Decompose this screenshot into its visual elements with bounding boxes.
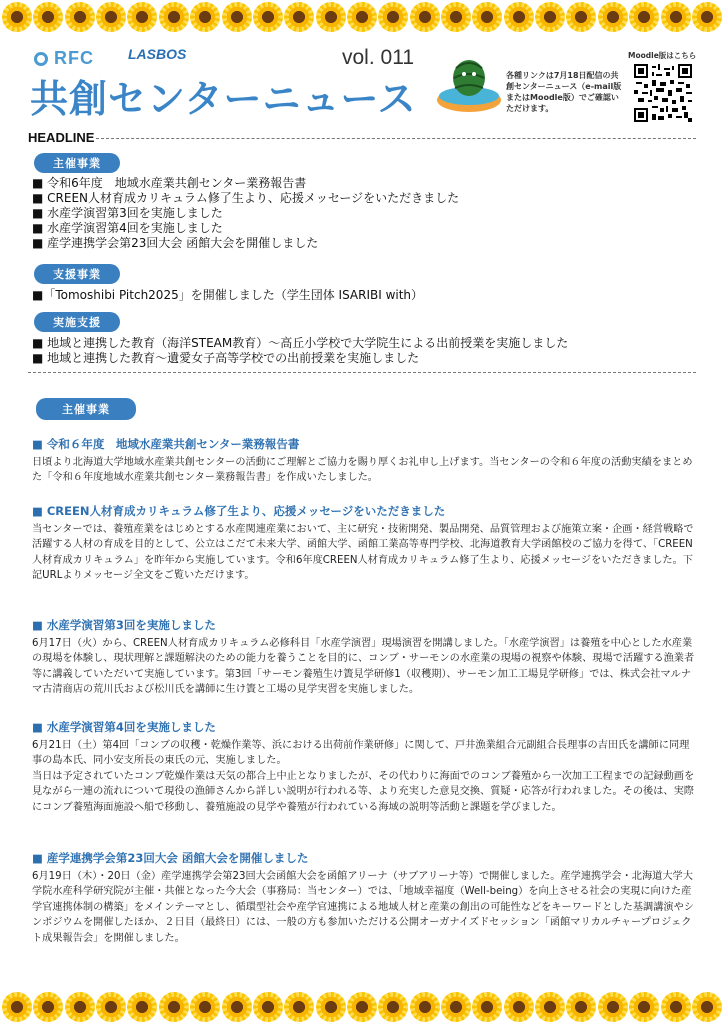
volume-number: vol. 011 xyxy=(342,46,414,69)
divider xyxy=(96,138,696,139)
rfc-logo: RFC xyxy=(34,48,94,69)
sunflower-icon xyxy=(472,2,502,32)
article-practice-3 xyxy=(32,617,696,698)
sunflower-icon xyxy=(316,992,346,1022)
sunflower-icon xyxy=(441,2,471,32)
sunflower-icon xyxy=(661,992,691,1022)
section-pill-host: 主催事業 xyxy=(34,153,120,173)
sunflower-icon xyxy=(159,2,189,32)
newsletter-header xyxy=(24,40,704,130)
headline-item[interactable]: ■「Tomoshibi Pitch2025」を開催しました（学生団体 ISARIBI with） xyxy=(32,288,424,302)
sunflower-icon xyxy=(410,2,440,32)
sunflower-icon xyxy=(96,2,126,32)
sunflower-icon xyxy=(535,992,565,1022)
headline-item[interactable]: ■ 地域と連携した教育～遺愛女子高等学校での出前授業を実施しました xyxy=(32,351,420,365)
headline-item[interactable]: ■ 産学連携学会第23回大会 函館大会を開催しました xyxy=(32,236,319,250)
headline-item[interactable]: ■ 地域と連携した教育（海洋STEAM教育）～高丘小学校で大学院生による出前授業を実施しました xyxy=(32,336,569,350)
sunflower-icon xyxy=(661,2,691,32)
sunflower-icon xyxy=(127,992,157,1022)
sunflower-icon xyxy=(253,992,283,1022)
page-title: 共創センターニュース xyxy=(30,77,417,121)
sunflower-icon xyxy=(253,2,283,32)
headline-item[interactable]: ■ 水産学演習第4回を実施しました xyxy=(32,221,223,235)
sunflower-icon xyxy=(65,2,95,32)
article-conference xyxy=(32,850,696,946)
headline-list-support xyxy=(32,288,423,303)
article-body: 6月19日（木）・20日（金）産学連携学会第23回大会函館大会を函館アリーナ（サブアリーナ等）で開催しました。産学連携学会・北海道大学大学院水産科学研究院が主催・共催となった今大会（事務局：当センター）では、「地域幸福度（Well-being）を向上させる社会の実現に向けた産学官連携体制の構築」をメインテーマとし、循環型社会や産学官連携による地域人材と産業の創出の可能性などをキーワードとした基調講演やシンポジウムを開催したほか、２日目（最終日）には、一般の方も参加いただける公開オーガナイズドセッション「函館マリカルチャープロジェクト成果報告会」を開催しました。 xyxy=(32,871,694,944)
moodle-label: Moodle版はこちら xyxy=(628,51,697,60)
sunflower-icon xyxy=(598,2,628,32)
sunflower-icon xyxy=(2,2,32,32)
sunflower-icon xyxy=(347,2,377,32)
qr-code[interactable] xyxy=(634,64,692,122)
lasbos-logo: LASBOS xyxy=(128,46,187,62)
sunflower-icon xyxy=(504,2,534,32)
sunflower-icon xyxy=(284,2,314,32)
headline-item[interactable]: ■ CREEN人材育成カリキュラム修了生より、応援メッセージをいただきました xyxy=(32,191,460,205)
article-title: ■ 水産学演習第4回を実施しました xyxy=(32,720,216,734)
headline-label: HEADLINE xyxy=(28,129,95,145)
divider xyxy=(28,372,696,373)
article-title: ■ 令和６年度 地域水産業共創センター業務報告書 xyxy=(32,437,300,451)
sunflower-border-bottom xyxy=(0,990,724,1024)
sunflower-icon xyxy=(33,2,63,32)
link-note: 各種リンクは7月18日配信の共創センターニュース（e-mail版またはMoodle版）でご確認いただけます。 xyxy=(506,71,622,113)
sunflower-icon xyxy=(566,2,596,32)
sunflower-icon xyxy=(316,2,346,32)
sunflower-icon xyxy=(2,992,32,1022)
article-body: 6月21日（土）第4回「コンブの収穫・乾燥作業等、浜における出荷前作業研修」に関して、戸井漁業組合元副組合長理事の吉田氏を講師に同理事の島本氏、同小安支所長の東氏の元、実施しました。 xyxy=(32,740,690,767)
sunflower-icon xyxy=(347,992,377,1022)
sunflower-icon xyxy=(159,992,189,1022)
sunflower-icon xyxy=(692,992,722,1022)
headline-item[interactable]: ■ 令和6年度 地域水産業共創センター業務報告書 xyxy=(32,176,307,190)
sunflower-icon xyxy=(222,2,252,32)
sunflower-icon xyxy=(65,992,95,1022)
section-pill-support: 支援事業 xyxy=(34,264,120,284)
sunflower-border-top xyxy=(0,0,724,34)
sunflower-icon xyxy=(410,992,440,1022)
headline-list-host xyxy=(32,176,459,251)
sunflower-icon xyxy=(190,992,220,1022)
sunflower-icon xyxy=(535,2,565,32)
section-pill-implement: 実施支援 xyxy=(34,312,120,332)
article-title: ■ 産学連携学会第23回大会 函館大会を開催しました xyxy=(32,851,309,865)
article-creen xyxy=(32,503,696,584)
headline-bar xyxy=(28,130,696,144)
sunflower-icon xyxy=(190,2,220,32)
sunflower-icon xyxy=(33,992,63,1022)
article-body: 6月17日（火）から、CREEN人材育成カリキュラム必修科目「水産学演習」現場演習を開講しました。「水産学演習」は養殖を中心とした水産業の現場を体験し、現状理解と課題解決のための能力を養うことを目的に、コンブ・サーモンの水産業の現場の視察や体験、現場で活躍する漁業者等に講義していただいて実施しています。第3回「サーモン養殖生け簀見学研修1（収穫期）、サーモン加工工場見学研修」では、株式会社マルナマ古清商店の荒川氏および松川氏を講師に生け簀と工場の見学実習を実施しました。 xyxy=(32,638,695,696)
article-title: ■ CREEN人材育成カリキュラム修了生より、応援メッセージをいただきました xyxy=(32,504,446,518)
sunflower-icon xyxy=(378,992,408,1022)
sunflower-icon xyxy=(472,992,502,1022)
sunflower-icon xyxy=(566,992,596,1022)
article-practice-4 xyxy=(32,719,696,815)
sunflower-icon xyxy=(378,2,408,32)
sunflower-icon xyxy=(441,992,471,1022)
sunflower-icon xyxy=(222,992,252,1022)
article-title: ■ 水産学演習第3回を実施しました xyxy=(32,618,216,632)
article-report xyxy=(32,436,696,486)
sunflower-icon xyxy=(96,992,126,1022)
section-pill-main: 主催事業 xyxy=(36,398,136,420)
sunflower-icon xyxy=(504,992,534,1022)
headline-item[interactable]: ■ 水産学演習第3回を実施しました xyxy=(32,206,223,220)
article-body: 当日は予定されていたコンブ乾燥作業は天気の都合上中止となりましたが、その代わりに海面でのコンブ養殖から一次加工工程までの記録動画を見ながら一連の流れについて現役の漁師さんから詳しい説明が行われる等、より充実した意見交換、質疑・応答が行われました。その後は、実際にコンブ養殖海面施設へ船で移動し、養殖施設の見学や養殖が行われている海域の説明等活動と課題を学びました。 xyxy=(32,770,695,813)
article-body: 日頃より北海道大学地域水産業共創センターの活動にご理解とご協力を賜り厚くお礼申し上げます。当センターの令和６年度の活動実績をまとめた「令和６年度地域水産業共創センター業務報告書」を作成いたしました。 xyxy=(32,457,693,484)
sunflower-icon xyxy=(629,992,659,1022)
sunflower-icon xyxy=(284,992,314,1022)
article-body: 当センターでは、養殖産業をはじめとする水産関連産業において、主に研究・技術開発、製品開発、品質管理および施策立案・企画・経営戦略で活躍する人材の育成を目的として、公立はこだて未来大学、函館大学、函館工業高等専門学校、北海道教育大学函館校のご協力を得て、「CREEN人材育成カリキュラム」を昨年から実施しています。令和6年度CREEN人材育成カリキュラム修了生より、応援メッセージをいただきました。下記URLよりメッセージ全文をご覧いただけます。 xyxy=(32,524,694,582)
headline-list-implement xyxy=(32,336,568,366)
sunflower-icon xyxy=(127,2,157,32)
sunflower-icon xyxy=(692,2,722,32)
sunflower-icon xyxy=(629,2,659,32)
mascot-icon xyxy=(434,54,504,116)
sunflower-icon xyxy=(598,992,628,1022)
